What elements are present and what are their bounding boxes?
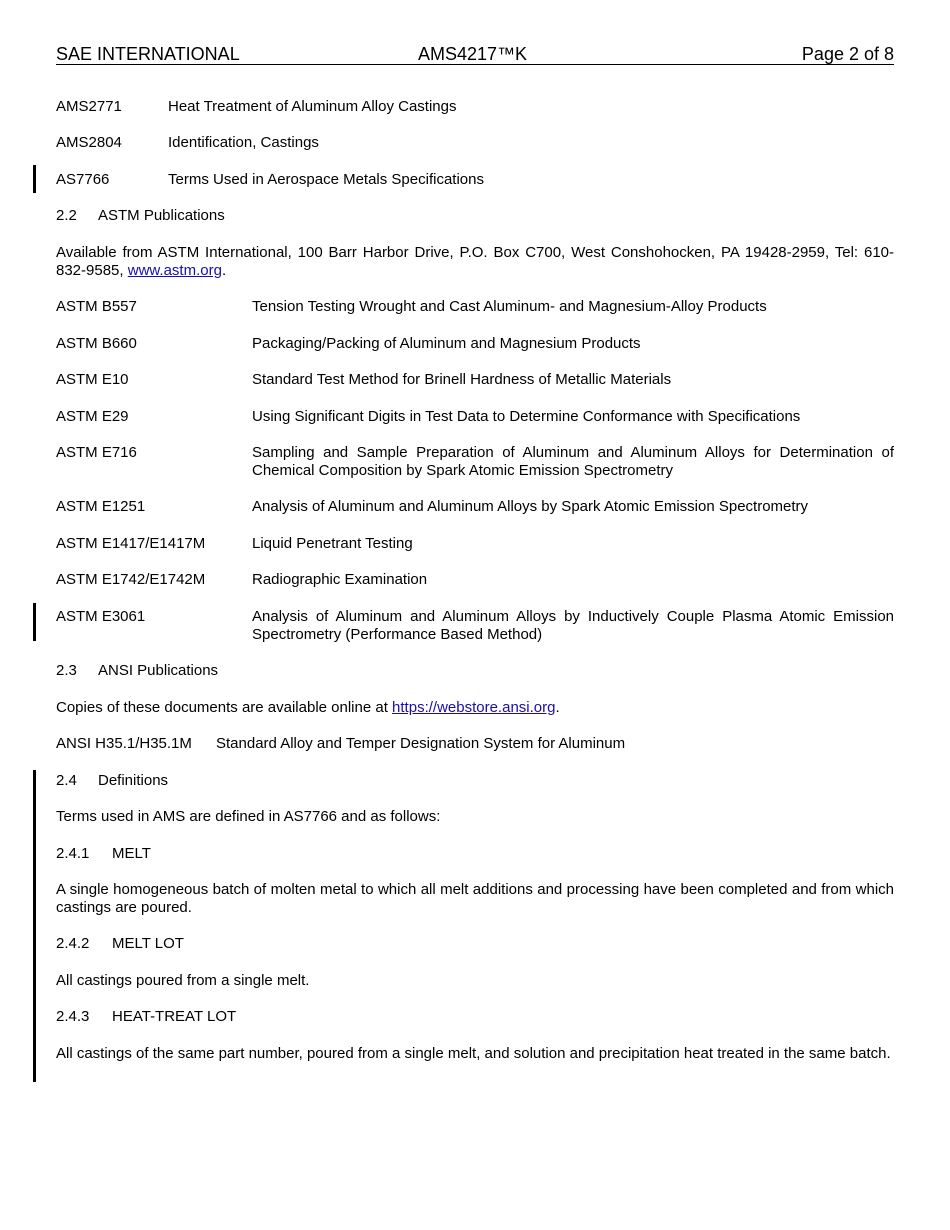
subsection-heading — [56, 935, 894, 953]
reference-row — [56, 371, 894, 389]
section-title: ANSI Publications — [98, 662, 219, 679]
section-title: ASTM Publications — [98, 207, 225, 224]
reference-code: ASTM E29 — [56, 408, 129, 425]
reference-row — [56, 408, 894, 426]
section-number: 2.4 — [56, 772, 77, 789]
section-title: Definitions — [98, 772, 169, 789]
reference-code: ASTM E1417/E1417M — [56, 535, 206, 552]
definition-text: All castings poured from a single melt. — [56, 972, 310, 989]
page-header — [56, 44, 894, 65]
reference-code: ASTM E716 — [56, 444, 137, 461]
reference-code: ASTM E1251 — [56, 498, 146, 515]
reference-title: Radiographic Examination — [252, 571, 428, 588]
reference-code: AS7766 — [56, 171, 110, 188]
reference-title: Packaging/Packing of Aluminum and Magnesium Products — [252, 335, 641, 352]
change-bar — [33, 165, 36, 193]
definitions-intro: Terms used in AMS are defined in AS7766 and as follows: — [56, 808, 441, 825]
change-bar — [33, 770, 36, 1082]
subsection-term: MELT LOT — [112, 935, 184, 952]
definition-text: All castings of the same part number, poured from a single melt, and solution and precipitation heat treated in the same batch. — [56, 1045, 891, 1062]
section-heading-astm — [56, 207, 894, 225]
subsection-term: MELT — [112, 845, 151, 862]
reference-code: AMS2804 — [56, 134, 122, 151]
section-heading-definitions — [56, 772, 894, 790]
header-doc-id: AMS4217™K — [418, 44, 528, 64]
reference-title: Heat Treatment of Aluminum Alloy Castings — [168, 98, 457, 115]
astm-intro-text: Available from ASTM International, 100 Barr Harbor Drive, P.O. Box C700, West Conshohocken, PA 19428-2959, Tel: 610-832-9585, — [56, 244, 894, 279]
reference-code: ASTM E10 — [56, 371, 129, 388]
subsection-number: 2.4.2 — [56, 935, 90, 952]
reference-row — [56, 298, 894, 316]
subsection-number: 2.4.1 — [56, 845, 90, 862]
reference-code: ASTM E3061 — [56, 608, 146, 625]
reference-row — [56, 535, 894, 553]
reference-code: ASTM B660 — [56, 335, 137, 352]
reference-row — [56, 608, 894, 644]
reference-title: Liquid Penetrant Testing — [252, 535, 413, 552]
subsection-heading — [56, 1008, 894, 1026]
reference-title: Standard Test Method for Brinell Hardness of Metallic Materials — [252, 371, 672, 388]
reference-code: AMS2771 — [56, 98, 122, 115]
reference-title: Identification, Castings — [168, 134, 319, 151]
reference-row — [56, 571, 894, 589]
reference-row — [56, 498, 894, 516]
ansi-intro-paragraph — [56, 699, 894, 717]
astm-intro-paragraph — [56, 244, 894, 280]
header-org: SAE INTERNATIONAL — [56, 44, 240, 64]
change-bar — [33, 603, 36, 641]
subsection-term: HEAT-TREAT LOT — [112, 1008, 237, 1025]
reference-title: Using Significant Digits in Test Data to Determine Conformance with Specifications — [252, 408, 801, 425]
reference-title: Analysis of Aluminum and Aluminum Alloys by Spark Atomic Emission Spectrometry — [252, 498, 809, 515]
ansi-intro-end: . — [555, 699, 560, 716]
reference-row — [56, 134, 894, 152]
reference-row — [56, 98, 894, 116]
reference-code: ANSI H35.1/H35.1M — [56, 735, 192, 752]
astm-website-link[interactable]: www.astm.org — [127, 262, 222, 279]
subsection-number: 2.4.3 — [56, 1008, 90, 1025]
reference-row — [56, 171, 894, 189]
section-heading-ansi — [56, 662, 894, 680]
section-number: 2.3 — [56, 662, 77, 679]
section-number: 2.2 — [56, 207, 77, 224]
subsection-heading — [56, 845, 894, 863]
reference-row — [56, 335, 894, 353]
reference-code: ASTM B557 — [56, 298, 137, 315]
ansi-webstore-link[interactable]: https://webstore.ansi.org — [392, 699, 556, 716]
reference-row — [56, 444, 894, 480]
reference-title: Tension Testing Wrought and Cast Aluminum- and Magnesium-Alloy Products — [252, 298, 767, 315]
reference-code: ASTM E1742/E1742M — [56, 571, 206, 588]
definition-text: A single homogeneous batch of molten metal to which all melt additions and processing have been completed and from which castings are poured. — [56, 881, 894, 916]
astm-intro-end: . — [221, 262, 227, 279]
ansi-intro-text: Copies of these documents are available online at — [56, 699, 393, 716]
reference-row — [56, 735, 894, 753]
reference-title: Analysis of Aluminum and Aluminum Alloys by Inductively Couple Plasma Atomic Emission Spectrometry (Performance Based Method) — [252, 608, 894, 643]
reference-title: Terms Used in Aerospace Metals Specifications — [168, 171, 484, 188]
reference-title: Sampling and Sample Preparation of Aluminum and Aluminum Alloys for Determination of Chemical Composition by Spark Atomic Emission Spectrometry — [252, 444, 894, 479]
header-page-number: Page 2 of 8 — [801, 44, 894, 64]
reference-title: Standard Alloy and Temper Designation System for Aluminum — [216, 735, 626, 752]
